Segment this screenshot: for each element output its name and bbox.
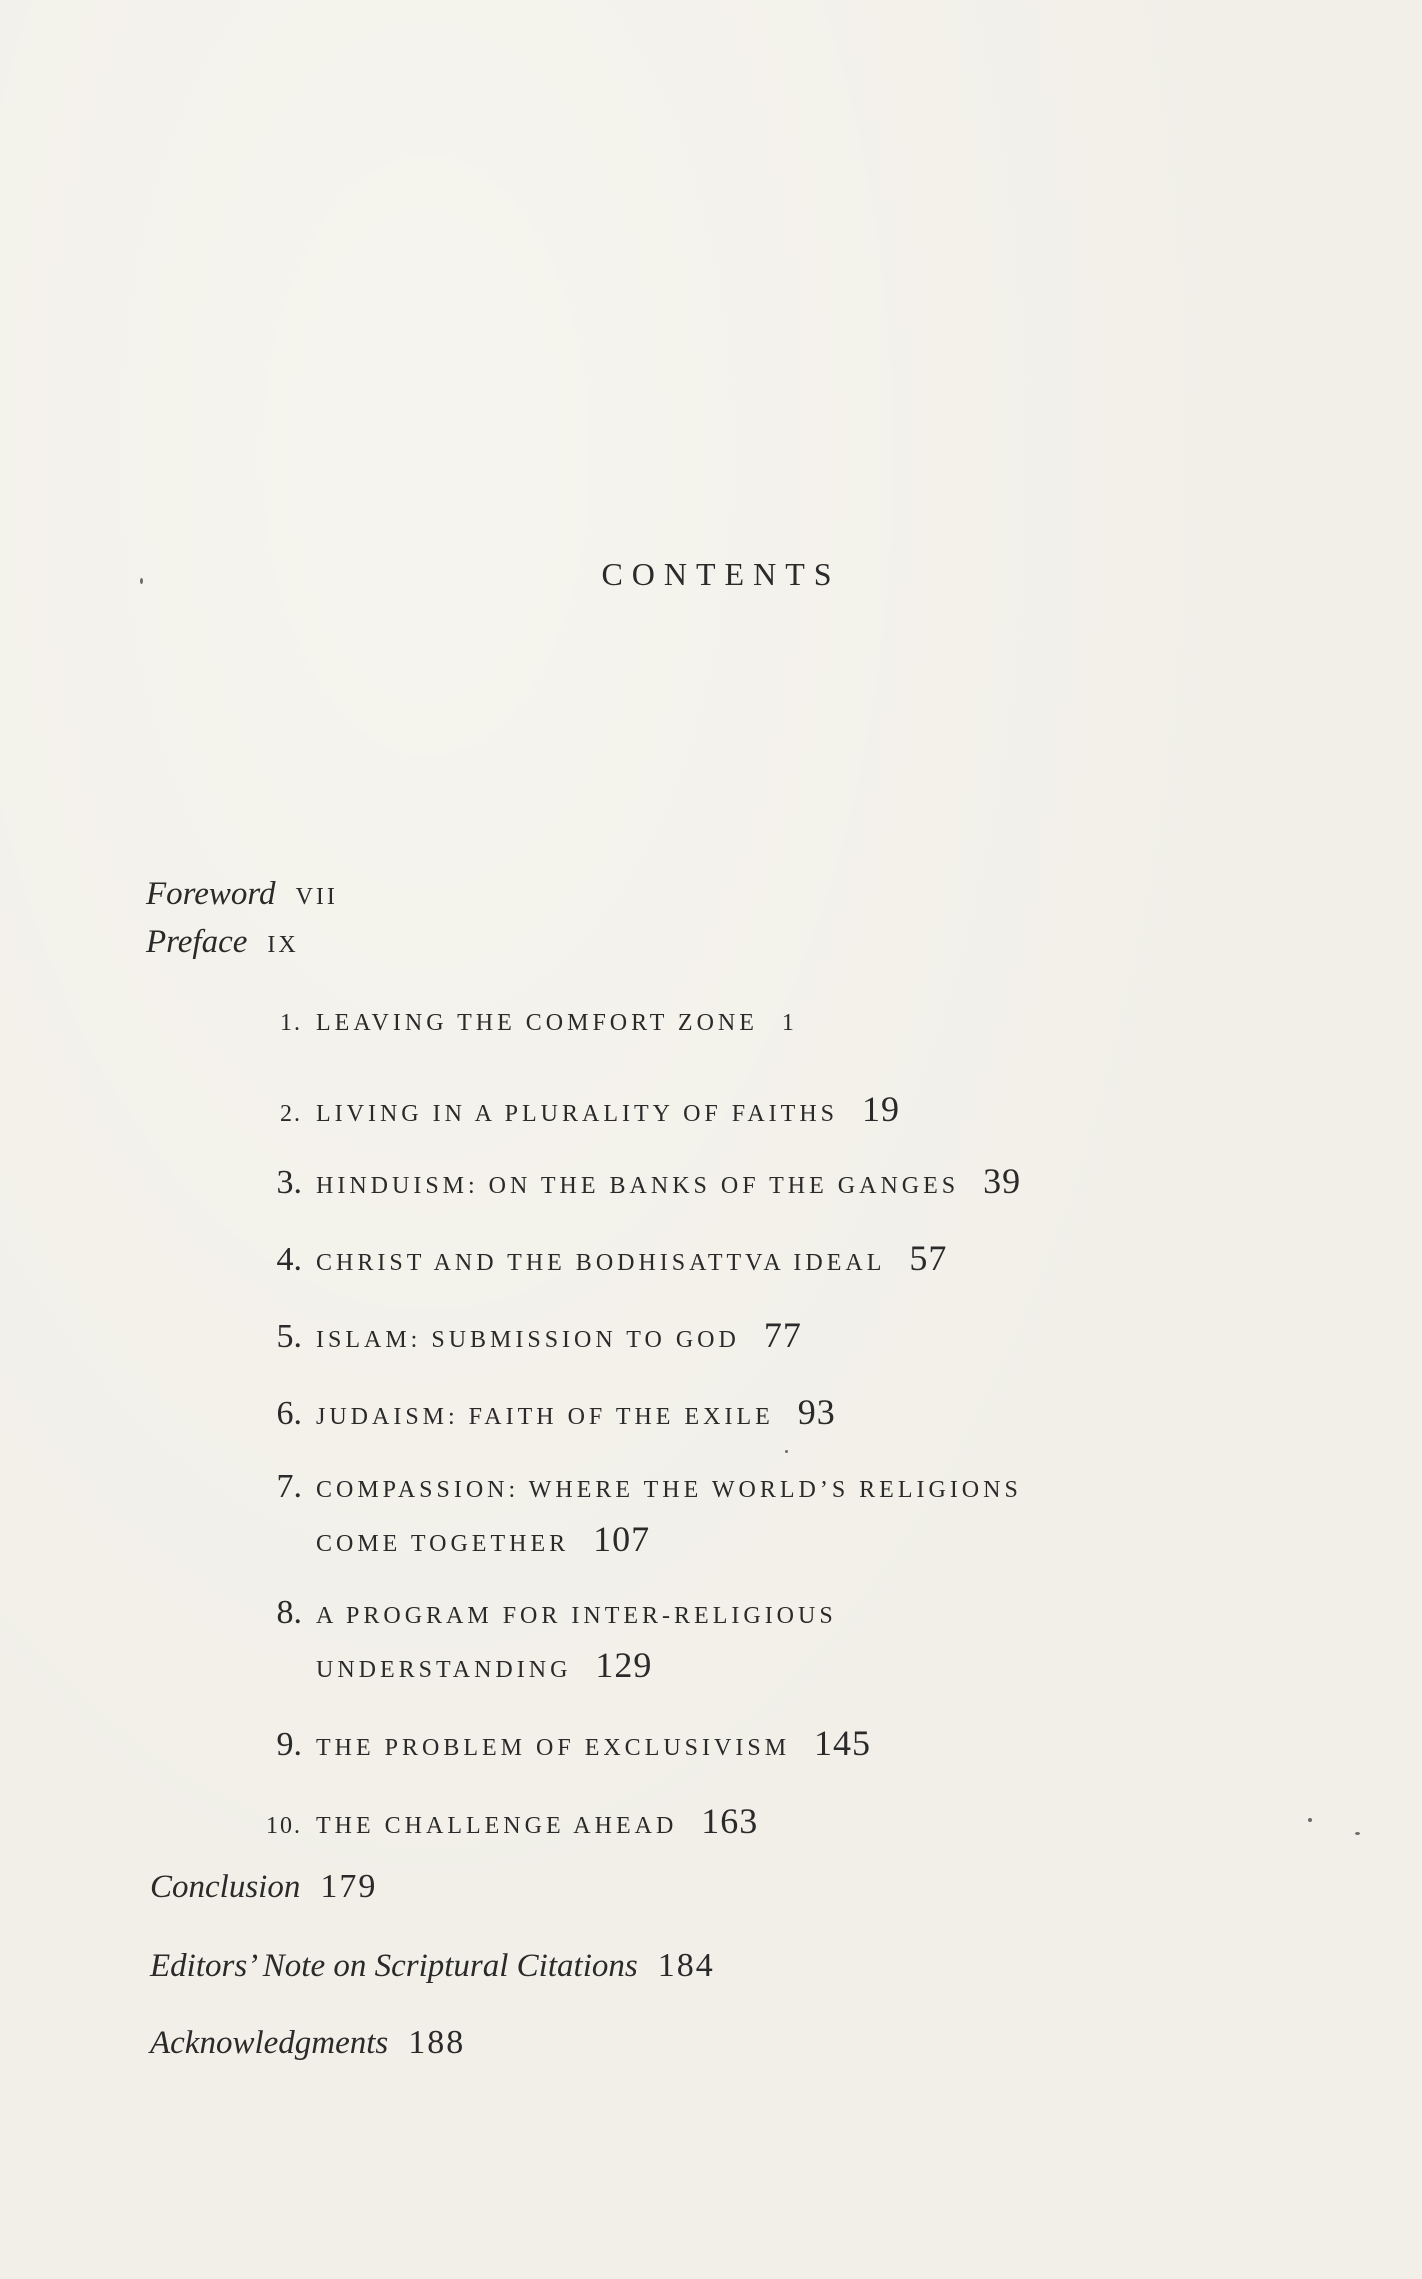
chapter-number: 9. (276, 1726, 302, 1763)
toc-entry-title: Editors’ Note on Scriptural Citations (150, 1948, 638, 1984)
toc-entry-foreword (146, 876, 338, 913)
chapter-page: 57 (909, 1238, 948, 1278)
toc-chapter-8 (230, 1594, 1330, 1632)
chapter-page: 39 (983, 1161, 1022, 1201)
chapter-title-line2: COME TOGETHER (316, 1531, 570, 1557)
chapter-title: LEAVING THE COMFORT ZONE (316, 1010, 758, 1036)
toc-entry-editors-note (150, 1947, 715, 1985)
chapter-title-line1: COMPASSION: WHERE THE WORLD’S RELIGIONS (316, 1477, 1022, 1503)
chapter-title-line1: A PROGRAM FOR INTER-RELIGIOUS (316, 1603, 837, 1629)
chapter-title: CHRIST AND THE BODHISATTVA IDEAL (316, 1250, 886, 1276)
toc-chapter-7 (230, 1468, 1330, 1506)
toc-chapter-1 (230, 1010, 1330, 1037)
chapter-number: 8. (276, 1594, 302, 1631)
chapter-title: THE CHALLENGE AHEAD (316, 1813, 678, 1839)
toc-entry-page: 179 (320, 1868, 378, 1905)
toc-entry-page: VII (295, 884, 338, 910)
chapter-page: 19 (862, 1089, 900, 1129)
chapter-title: THE PROBLEM OF EXCLUSIVISM (316, 1735, 791, 1761)
chapter-title: HINDUISM: ON THE BANKS OF THE GANGES (316, 1173, 960, 1199)
toc-entry-conclusion (150, 1868, 377, 1906)
toc-entry-acknowledgments (150, 2024, 465, 2062)
toc-entry-title: Acknowledgments (150, 2025, 389, 2061)
toc-entry-title: Conclusion (150, 1869, 301, 1905)
page-title: CONTENTS (601, 556, 841, 592)
toc-entry-preface (146, 924, 299, 961)
chapter-number: 6. (276, 1395, 302, 1432)
chapter-title: LIVING IN A PLURALITY OF FAITHS (316, 1101, 838, 1127)
chapter-title-line2: UNDERSTANDING (316, 1657, 572, 1683)
paper-speck (1355, 1832, 1360, 1835)
toc-chapter-6 (230, 1391, 1330, 1433)
chapter-number: 10. (266, 1813, 302, 1839)
toc-entry-title: Preface (146, 924, 248, 960)
chapter-title: JUDAISM: FAITH OF THE EXILE (316, 1404, 774, 1430)
toc-chapter-2 (230, 1088, 1330, 1130)
toc-entry-page: IX (267, 932, 299, 958)
chapter-number: 1. (280, 1010, 302, 1036)
chapter-page: 107 (593, 1519, 651, 1559)
toc-chapter-10 (230, 1800, 1330, 1842)
paper-speck (785, 1450, 788, 1453)
chapter-number: 4. (276, 1241, 302, 1278)
chapter-page: 129 (595, 1645, 653, 1685)
paper-speck (1308, 1818, 1312, 1822)
toc-chapter-4 (230, 1237, 1330, 1279)
chapter-page: 93 (797, 1392, 836, 1432)
chapter-number: 2. (280, 1101, 302, 1127)
toc-entry-page: 184 (657, 1947, 715, 1984)
toc-chapter-8-continued (316, 1644, 652, 1686)
chapter-number: 3. (276, 1164, 302, 1201)
toc-chapter-3 (230, 1160, 1330, 1202)
chapter-page: 1 (781, 1010, 796, 1036)
chapter-page: 77 (763, 1315, 802, 1355)
toc-chapter-7-continued (316, 1518, 650, 1560)
chapter-number: 7. (276, 1468, 302, 1505)
chapter-page: 163 (701, 1801, 759, 1841)
toc-chapter-5 (230, 1314, 1330, 1356)
toc-entry-page: 188 (408, 2024, 466, 2061)
toc-chapter-9 (230, 1722, 1330, 1764)
chapter-title: ISLAM: SUBMISSION TO GOD (316, 1327, 740, 1353)
chapter-page: 145 (814, 1723, 872, 1763)
paper-speck (140, 578, 143, 584)
chapter-number: 5. (276, 1318, 302, 1355)
toc-entry-title: Foreword (146, 876, 276, 912)
